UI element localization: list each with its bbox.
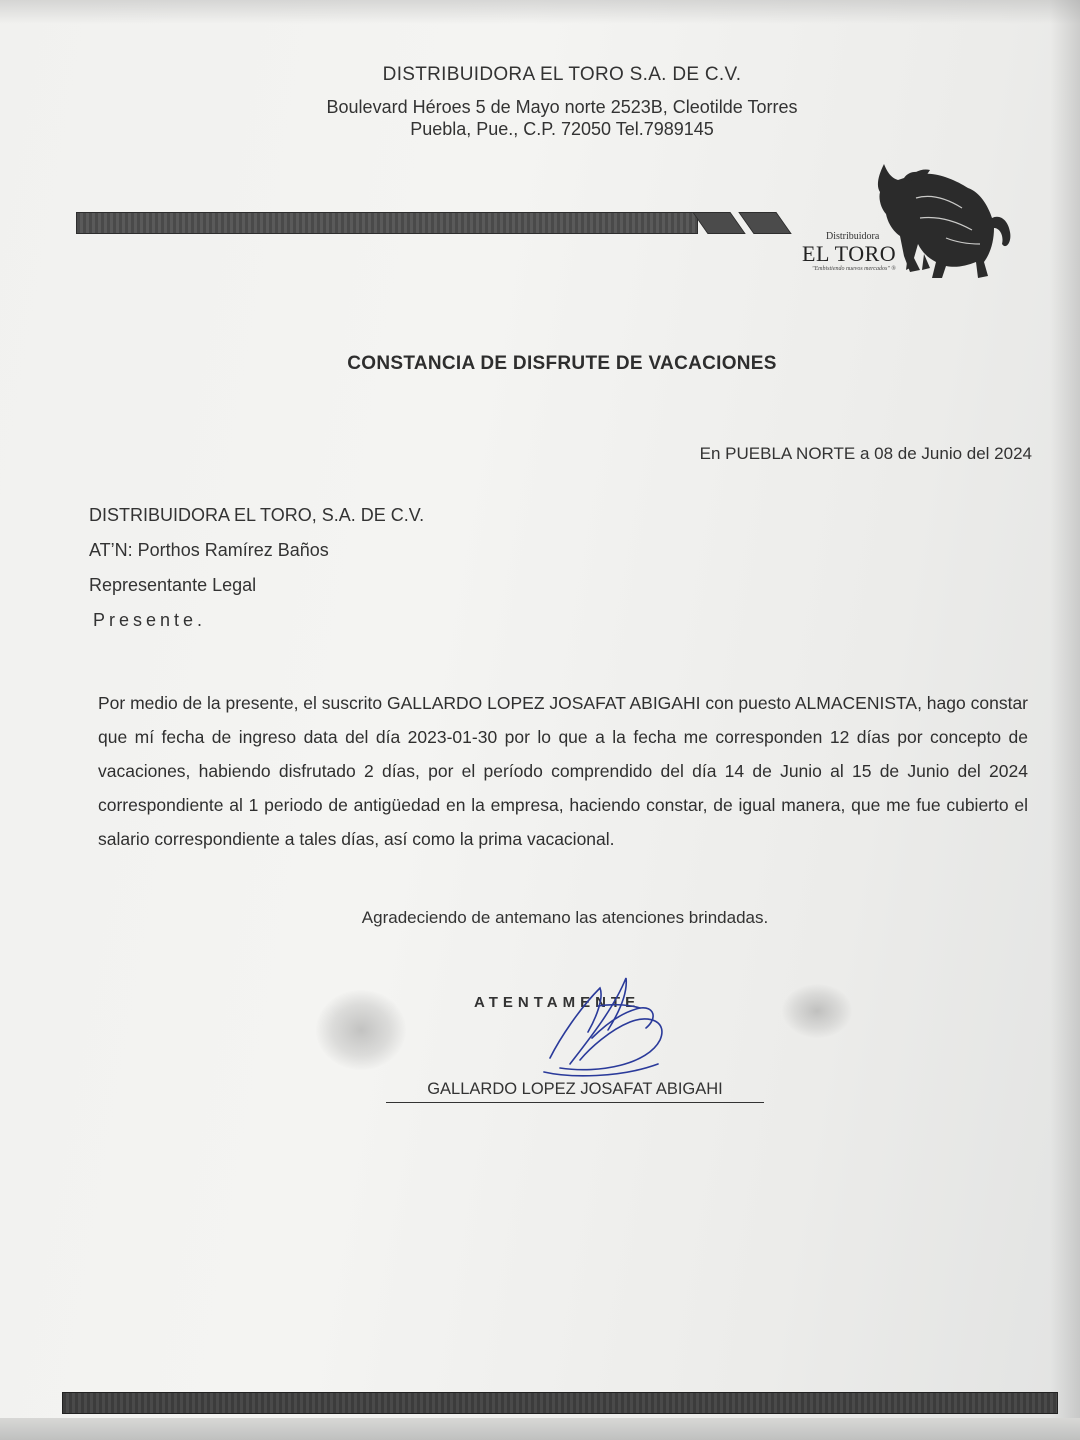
fingerprint-right — [782, 984, 852, 1038]
header-band — [76, 212, 698, 234]
header-band-chevron — [692, 212, 745, 234]
document-title: CONSTANCIA DE DISFRUTE DE VACACIONES — [347, 353, 777, 374]
header-band-chevron — [738, 212, 791, 234]
signature-line — [386, 1102, 764, 1103]
fingerprint-left — [316, 990, 406, 1070]
page-edge-bottom — [0, 1418, 1080, 1440]
letterhead-company: DISTRIBUIDORA EL TORO S.A. DE C.V. — [382, 64, 742, 85]
logo-name: EL TORO — [802, 241, 897, 266]
logo-tagline: "Embistiendo nuevos mercados" ® — [812, 266, 896, 272]
letterhead — [0, 64, 1080, 140]
signer-name: GALLARDO LOPEZ JOSAFAT ABIGAHI — [427, 1080, 723, 1098]
thanks-line: Agradeciendo de antemano las atenciones brindadas. — [361, 908, 769, 927]
page-shadow-right — [1050, 0, 1080, 1440]
letterhead-address-line2: Puebla, Pue., C.P. 72050 Tel.7989145 — [410, 119, 714, 139]
footer-band — [62, 1392, 1058, 1414]
addressee-company: DISTRIBUIDORA EL TORO, S.A. DE C.V. — [89, 505, 425, 525]
addressee-attn: AT’N: Porthos Ramírez Baños — [89, 540, 329, 560]
addressee-block — [89, 505, 424, 645]
page-shadow-top — [0, 0, 1080, 24]
closing-atentamente: ATENTAMENTE — [474, 994, 641, 1011]
letterhead-address-line1: Boulevard Héroes 5 de Mayo norte 2523B, Cleotilde Torres — [326, 97, 798, 117]
addressee-role: Representante Legal — [89, 575, 257, 595]
place-date: En PUEBLA NORTE a 08 de Junio del 2024 — [699, 444, 1032, 463]
logo-small-text: Distribuidora — [826, 231, 880, 242]
addressee-presente: Presente. — [93, 610, 207, 630]
body-paragraph: Por medio de la presente, el suscrito GALLARDO LOPEZ JOSAFAT ABIGAHI con puesto ALMACENISTA, hago constar que mí fecha de ingreso data del día 2023-01-30 por lo que a la fecha me corresponden 12 días por concepto de vacaciones, habiendo disfrutado 2 días, por el período comprendido del día 14 de Junio al 15 de Junio del 2024 correspondiente al 1 periodo de antigüedad en la empresa, haciendo constar, de igual manera, que me fue cubierto el salario correspondiente a tales días, así como la prima vacacional. — [98, 693, 1028, 849]
handwritten-signature — [530, 968, 680, 1088]
